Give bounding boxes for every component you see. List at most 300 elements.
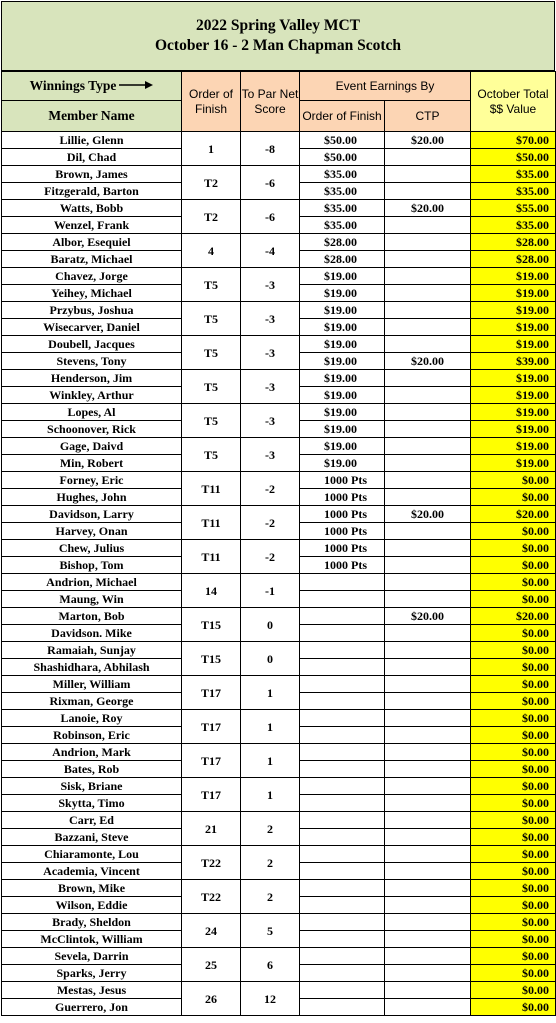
ctp-earnings — [385, 404, 471, 421]
net-score: -2 — [241, 540, 300, 574]
finish-position: T22 — [182, 880, 241, 914]
ctp-earnings — [385, 880, 471, 897]
net-score: 12 — [241, 982, 300, 1016]
october-total: $0.00 — [471, 897, 556, 914]
order-earnings: $19.00 — [300, 353, 385, 370]
winnings-type-header — [2, 72, 182, 101]
finish-position: T11 — [182, 506, 241, 540]
order-earnings — [300, 846, 385, 863]
order-earnings: 1000 Pts — [300, 540, 385, 557]
table-row — [2, 778, 556, 795]
ctp-earnings — [385, 387, 471, 404]
order-earnings — [300, 659, 385, 676]
finish-position: T2 — [182, 200, 241, 234]
table-row — [2, 166, 556, 183]
october-total: $20.00 — [471, 608, 556, 625]
member-name-header: Member Name — [2, 101, 182, 132]
member-name: Harvey, Onan — [2, 523, 182, 540]
member-name: Andrion, Michael — [2, 574, 182, 591]
member-name: Carr, Ed — [2, 812, 182, 829]
ctp-earnings — [385, 183, 471, 200]
net-score: 1 — [241, 710, 300, 744]
member-name: Wilson, Eddie — [2, 897, 182, 914]
member-name: Brown, James — [2, 166, 182, 183]
table-row — [2, 574, 556, 591]
october-total: $28.00 — [471, 234, 556, 251]
member-name: Davidson. Mike — [2, 625, 182, 642]
order-earnings — [300, 897, 385, 914]
member-name: Bates, Rob — [2, 761, 182, 778]
member-name: Henderson, Jim — [2, 370, 182, 387]
net-score: 5 — [241, 914, 300, 948]
member-name: Ramaiah, Sunjay — [2, 642, 182, 659]
table-row — [2, 234, 556, 251]
october-total: $0.00 — [471, 795, 556, 812]
ctp-earnings — [385, 761, 471, 778]
order-earnings: 1000 Pts — [300, 489, 385, 506]
order-earnings: $35.00 — [300, 183, 385, 200]
member-name: Andrion, Mark — [2, 744, 182, 761]
order-earnings: $19.00 — [300, 302, 385, 319]
finish-position: T5 — [182, 404, 241, 438]
ctp-earnings — [385, 455, 471, 472]
net-score: -3 — [241, 438, 300, 472]
october-total: $0.00 — [471, 523, 556, 540]
table-row — [2, 676, 556, 693]
finish-position: T5 — [182, 302, 241, 336]
order-earnings: $19.00 — [300, 285, 385, 302]
october-total: $19.00 — [471, 302, 556, 319]
october-total: $0.00 — [471, 846, 556, 863]
ctp-earnings — [385, 948, 471, 965]
ctp-earnings — [385, 234, 471, 251]
october-total: $28.00 — [471, 251, 556, 268]
october-total: $0.00 — [471, 574, 556, 591]
member-name: Forney, Eric — [2, 472, 182, 489]
order-earnings: $50.00 — [300, 149, 385, 166]
order-earnings: $35.00 — [300, 166, 385, 183]
net-score: -3 — [241, 404, 300, 438]
october-total: $0.00 — [471, 778, 556, 795]
member-name: Marton, Bob — [2, 608, 182, 625]
ctp-earnings: $20.00 — [385, 353, 471, 370]
finish-position: T17 — [182, 676, 241, 710]
october-total: $35.00 — [471, 217, 556, 234]
october-total: $0.00 — [471, 693, 556, 710]
member-name: Academia, Vincent — [2, 863, 182, 880]
member-name: Chavez, Jorge — [2, 268, 182, 285]
order-earnings: $19.00 — [300, 370, 385, 387]
october-total: $0.00 — [471, 982, 556, 999]
member-name: Robinson, Eric — [2, 727, 182, 744]
member-name: Brown, Mike — [2, 880, 182, 897]
october-total: $0.00 — [471, 540, 556, 557]
order-earnings — [300, 693, 385, 710]
finish-position: T17 — [182, 778, 241, 812]
ctp-header: CTP — [385, 101, 471, 132]
order-earnings — [300, 608, 385, 625]
member-name: Miller, William — [2, 676, 182, 693]
event-earnings-header: Event Earnings By — [300, 72, 471, 101]
ctp-earnings — [385, 693, 471, 710]
ctp-earnings — [385, 557, 471, 574]
october-total: $20.00 — [471, 506, 556, 523]
order-earnings — [300, 829, 385, 846]
finish-position: T11 — [182, 472, 241, 506]
member-name: McClintok, William — [2, 931, 182, 948]
ctp-earnings — [385, 591, 471, 608]
ctp-earnings — [385, 710, 471, 727]
ctp-earnings — [385, 863, 471, 880]
member-name: Wenzel, Frank — [2, 217, 182, 234]
finish-position: T22 — [182, 846, 241, 880]
net-score: 1 — [241, 778, 300, 812]
net-score: 0 — [241, 642, 300, 676]
order-earnings — [300, 574, 385, 591]
member-name: Schoonover, Rick — [2, 421, 182, 438]
finish-position: 1 — [182, 132, 241, 166]
ctp-earnings — [385, 812, 471, 829]
ctp-earnings — [385, 931, 471, 948]
member-name: Sevela, Darrin — [2, 948, 182, 965]
title-line-1: 2022 Spring Valley MCT — [195, 17, 361, 34]
order-earnings — [300, 744, 385, 761]
october-total: $0.00 — [471, 965, 556, 982]
member-name: Davidson, Larry — [2, 506, 182, 523]
ctp-earnings — [385, 744, 471, 761]
order-earnings — [300, 999, 385, 1016]
october-total: $70.00 — [471, 132, 556, 149]
earn-order-header: Order of Finish — [300, 101, 385, 132]
ctp-earnings — [385, 727, 471, 744]
table-row — [2, 948, 556, 965]
finish-position: T17 — [182, 744, 241, 778]
ctp-earnings — [385, 642, 471, 659]
to-par-header: To Par Net Score — [241, 72, 300, 132]
order-earnings: 1000 Pts — [300, 557, 385, 574]
october-total: $19.00 — [471, 268, 556, 285]
title-line-2: October 16 - 2 Man Chapman Scotch — [155, 37, 401, 54]
order-earnings — [300, 676, 385, 693]
october-total: $19.00 — [471, 438, 556, 455]
october-total: $0.00 — [471, 710, 556, 727]
ctp-earnings — [385, 489, 471, 506]
ctp-earnings — [385, 268, 471, 285]
order-earnings — [300, 795, 385, 812]
member-name: Albor, Esequiel — [2, 234, 182, 251]
october-total: $0.00 — [471, 489, 556, 506]
order-earnings — [300, 982, 385, 999]
finish-position: T5 — [182, 438, 241, 472]
finish-position: 26 — [182, 982, 241, 1016]
net-score: -4 — [241, 234, 300, 268]
right-arrow-icon — [119, 78, 153, 94]
ctp-earnings — [385, 472, 471, 489]
finish-position: T5 — [182, 268, 241, 302]
ctp-earnings — [385, 846, 471, 863]
member-name: Lanoie, Roy — [2, 710, 182, 727]
order-earnings — [300, 931, 385, 948]
order-of-finish-header: Order of Finish — [182, 72, 241, 132]
ctp-earnings: $20.00 — [385, 132, 471, 149]
ctp-earnings — [385, 676, 471, 693]
member-name: Min, Robert — [2, 455, 182, 472]
net-score: -6 — [241, 166, 300, 200]
order-earnings: $19.00 — [300, 421, 385, 438]
ctp-earnings: $20.00 — [385, 608, 471, 625]
finish-position: T5 — [182, 336, 241, 370]
table-row — [2, 268, 556, 285]
ctp-earnings — [385, 965, 471, 982]
order-earnings — [300, 778, 385, 795]
ctp-earnings — [385, 829, 471, 846]
order-earnings — [300, 965, 385, 982]
results-table — [1, 71, 556, 1016]
order-earnings: $28.00 — [300, 234, 385, 251]
member-name: Przybus, Joshua — [2, 302, 182, 319]
ctp-earnings — [385, 251, 471, 268]
order-earnings: $19.00 — [300, 387, 385, 404]
october-total: $19.00 — [471, 319, 556, 336]
october-total: $55.00 — [471, 200, 556, 217]
october-total: $0.00 — [471, 557, 556, 574]
net-score: -2 — [241, 472, 300, 506]
member-name: Dil, Chad — [2, 149, 182, 166]
order-earnings — [300, 727, 385, 744]
order-earnings — [300, 761, 385, 778]
october-total: $19.00 — [471, 387, 556, 404]
member-name: Rixman, George — [2, 693, 182, 710]
ctp-earnings — [385, 897, 471, 914]
finish-position: 21 — [182, 812, 241, 846]
october-total-header: October Total $$ Value — [471, 72, 556, 132]
table-row — [2, 744, 556, 761]
member-name: Watts, Bobb — [2, 200, 182, 217]
ctp-earnings — [385, 574, 471, 591]
order-earnings: $35.00 — [300, 200, 385, 217]
ctp-earnings — [385, 302, 471, 319]
ctp-earnings — [385, 999, 471, 1016]
finish-position: 25 — [182, 948, 241, 982]
order-earnings — [300, 914, 385, 931]
october-total: $35.00 — [471, 183, 556, 200]
october-total: $0.00 — [471, 812, 556, 829]
net-score: 1 — [241, 744, 300, 778]
ctp-earnings — [385, 319, 471, 336]
finish-position: 24 — [182, 914, 241, 948]
member-name: Winkley, Arthur — [2, 387, 182, 404]
ctp-earnings — [385, 370, 471, 387]
member-name: Lillie, Glenn — [2, 132, 182, 149]
net-score: 0 — [241, 608, 300, 642]
ctp-earnings: $20.00 — [385, 506, 471, 523]
member-name: Wisecarver, Daniel — [2, 319, 182, 336]
member-name: Chiaramonte, Lou — [2, 846, 182, 863]
table-row — [2, 982, 556, 999]
member-name: Baratz, Michael — [2, 251, 182, 268]
table-row — [2, 608, 556, 625]
october-total: $0.00 — [471, 999, 556, 1016]
finish-position: 4 — [182, 234, 241, 268]
october-total: $19.00 — [471, 336, 556, 353]
october-total: $0.00 — [471, 914, 556, 931]
finish-position: T15 — [182, 608, 241, 642]
ctp-earnings — [385, 778, 471, 795]
net-score: 2 — [241, 812, 300, 846]
table-row — [2, 472, 556, 489]
member-name: Gage, Daivd — [2, 438, 182, 455]
ctp-earnings — [385, 217, 471, 234]
finish-position: 14 — [182, 574, 241, 608]
order-earnings: $19.00 — [300, 455, 385, 472]
member-name: Sparks, Jerry — [2, 965, 182, 982]
member-name: Fitzgerald, Barton — [2, 183, 182, 200]
member-name: Skytta, Timo — [2, 795, 182, 812]
ctp-earnings — [385, 914, 471, 931]
member-name: Yeihey, Michael — [2, 285, 182, 302]
net-score: 2 — [241, 846, 300, 880]
table-row — [2, 404, 556, 421]
finish-position: T11 — [182, 540, 241, 574]
sheet-title — [1, 1, 555, 71]
member-name: Shashidhara, Abhilash — [2, 659, 182, 676]
table-row — [2, 336, 556, 353]
october-total: $0.00 — [471, 829, 556, 846]
member-name: Maung, Win — [2, 591, 182, 608]
ctp-earnings: $20.00 — [385, 200, 471, 217]
finish-position: T5 — [182, 370, 241, 404]
ctp-earnings — [385, 982, 471, 999]
table-row — [2, 846, 556, 863]
order-earnings — [300, 880, 385, 897]
ctp-earnings — [385, 421, 471, 438]
table-row — [2, 506, 556, 523]
order-earnings — [300, 863, 385, 880]
member-name: Chew, Julius — [2, 540, 182, 557]
october-total: $0.00 — [471, 625, 556, 642]
order-earnings — [300, 710, 385, 727]
results-body — [2, 132, 556, 1016]
ctp-earnings — [385, 438, 471, 455]
ctp-earnings — [385, 149, 471, 166]
ctp-earnings — [385, 540, 471, 557]
october-total: $0.00 — [471, 761, 556, 778]
order-earnings — [300, 812, 385, 829]
net-score: -8 — [241, 132, 300, 166]
table-row — [2, 438, 556, 455]
october-total: $0.00 — [471, 472, 556, 489]
order-earnings: $19.00 — [300, 438, 385, 455]
order-earnings: $28.00 — [300, 251, 385, 268]
order-earnings: $19.00 — [300, 319, 385, 336]
finish-position: T2 — [182, 166, 241, 200]
table-row — [2, 200, 556, 217]
october-total: $0.00 — [471, 676, 556, 693]
order-earnings: $35.00 — [300, 217, 385, 234]
order-earnings — [300, 625, 385, 642]
table-row — [2, 132, 556, 149]
member-name: Bishop, Tom — [2, 557, 182, 574]
october-total: $0.00 — [471, 659, 556, 676]
table-row — [2, 880, 556, 897]
october-total: $0.00 — [471, 744, 556, 761]
october-total: $0.00 — [471, 880, 556, 897]
order-earnings: 1000 Pts — [300, 506, 385, 523]
table-row — [2, 710, 556, 727]
member-name: Brady, Sheldon — [2, 914, 182, 931]
table-row — [2, 812, 556, 829]
ctp-earnings — [385, 795, 471, 812]
order-earnings: $19.00 — [300, 336, 385, 353]
net-score: -6 — [241, 200, 300, 234]
net-score: -3 — [241, 302, 300, 336]
net-score: -1 — [241, 574, 300, 608]
member-name: Lopes, Al — [2, 404, 182, 421]
ctp-earnings — [385, 659, 471, 676]
october-total: $19.00 — [471, 455, 556, 472]
net-score: 6 — [241, 948, 300, 982]
net-score: 2 — [241, 880, 300, 914]
order-earnings: 1000 Pts — [300, 472, 385, 489]
net-score: 1 — [241, 676, 300, 710]
finish-position: T17 — [182, 710, 241, 744]
winnings-type-label: Winnings Type — [29, 77, 117, 93]
october-total: $0.00 — [471, 931, 556, 948]
october-total: $35.00 — [471, 166, 556, 183]
october-total: $19.00 — [471, 370, 556, 387]
table-row — [2, 370, 556, 387]
member-name: Mestas, Jesus — [2, 982, 182, 999]
order-earnings — [300, 642, 385, 659]
order-earnings: $19.00 — [300, 268, 385, 285]
member-name: Guerrero, Jon — [2, 999, 182, 1016]
member-name: Hughes, John — [2, 489, 182, 506]
ctp-earnings — [385, 285, 471, 302]
net-score: -3 — [241, 268, 300, 302]
member-name: Doubell, Jacques — [2, 336, 182, 353]
ctp-earnings — [385, 625, 471, 642]
october-total: $0.00 — [471, 727, 556, 744]
october-total: $0.00 — [471, 863, 556, 880]
net-score: -2 — [241, 506, 300, 540]
october-total: $19.00 — [471, 404, 556, 421]
order-earnings: 1000 Pts — [300, 523, 385, 540]
net-score: -3 — [241, 370, 300, 404]
net-score: -3 — [241, 336, 300, 370]
table-row — [2, 302, 556, 319]
october-total: $19.00 — [471, 421, 556, 438]
finish-position: T15 — [182, 642, 241, 676]
october-total: $50.00 — [471, 149, 556, 166]
table-row — [2, 642, 556, 659]
october-total: $0.00 — [471, 948, 556, 965]
member-name: Stevens, Tony — [2, 353, 182, 370]
october-total: $0.00 — [471, 642, 556, 659]
table-row — [2, 914, 556, 931]
member-name: Bazzani, Steve — [2, 829, 182, 846]
order-earnings: $50.00 — [300, 132, 385, 149]
order-earnings — [300, 591, 385, 608]
order-earnings — [300, 948, 385, 965]
member-name: Sisk, Briane — [2, 778, 182, 795]
order-earnings: $19.00 — [300, 404, 385, 421]
october-total: $19.00 — [471, 285, 556, 302]
table-row — [2, 540, 556, 557]
october-total: $39.00 — [471, 353, 556, 370]
ctp-earnings — [385, 336, 471, 353]
ctp-earnings — [385, 166, 471, 183]
october-total: $0.00 — [471, 591, 556, 608]
